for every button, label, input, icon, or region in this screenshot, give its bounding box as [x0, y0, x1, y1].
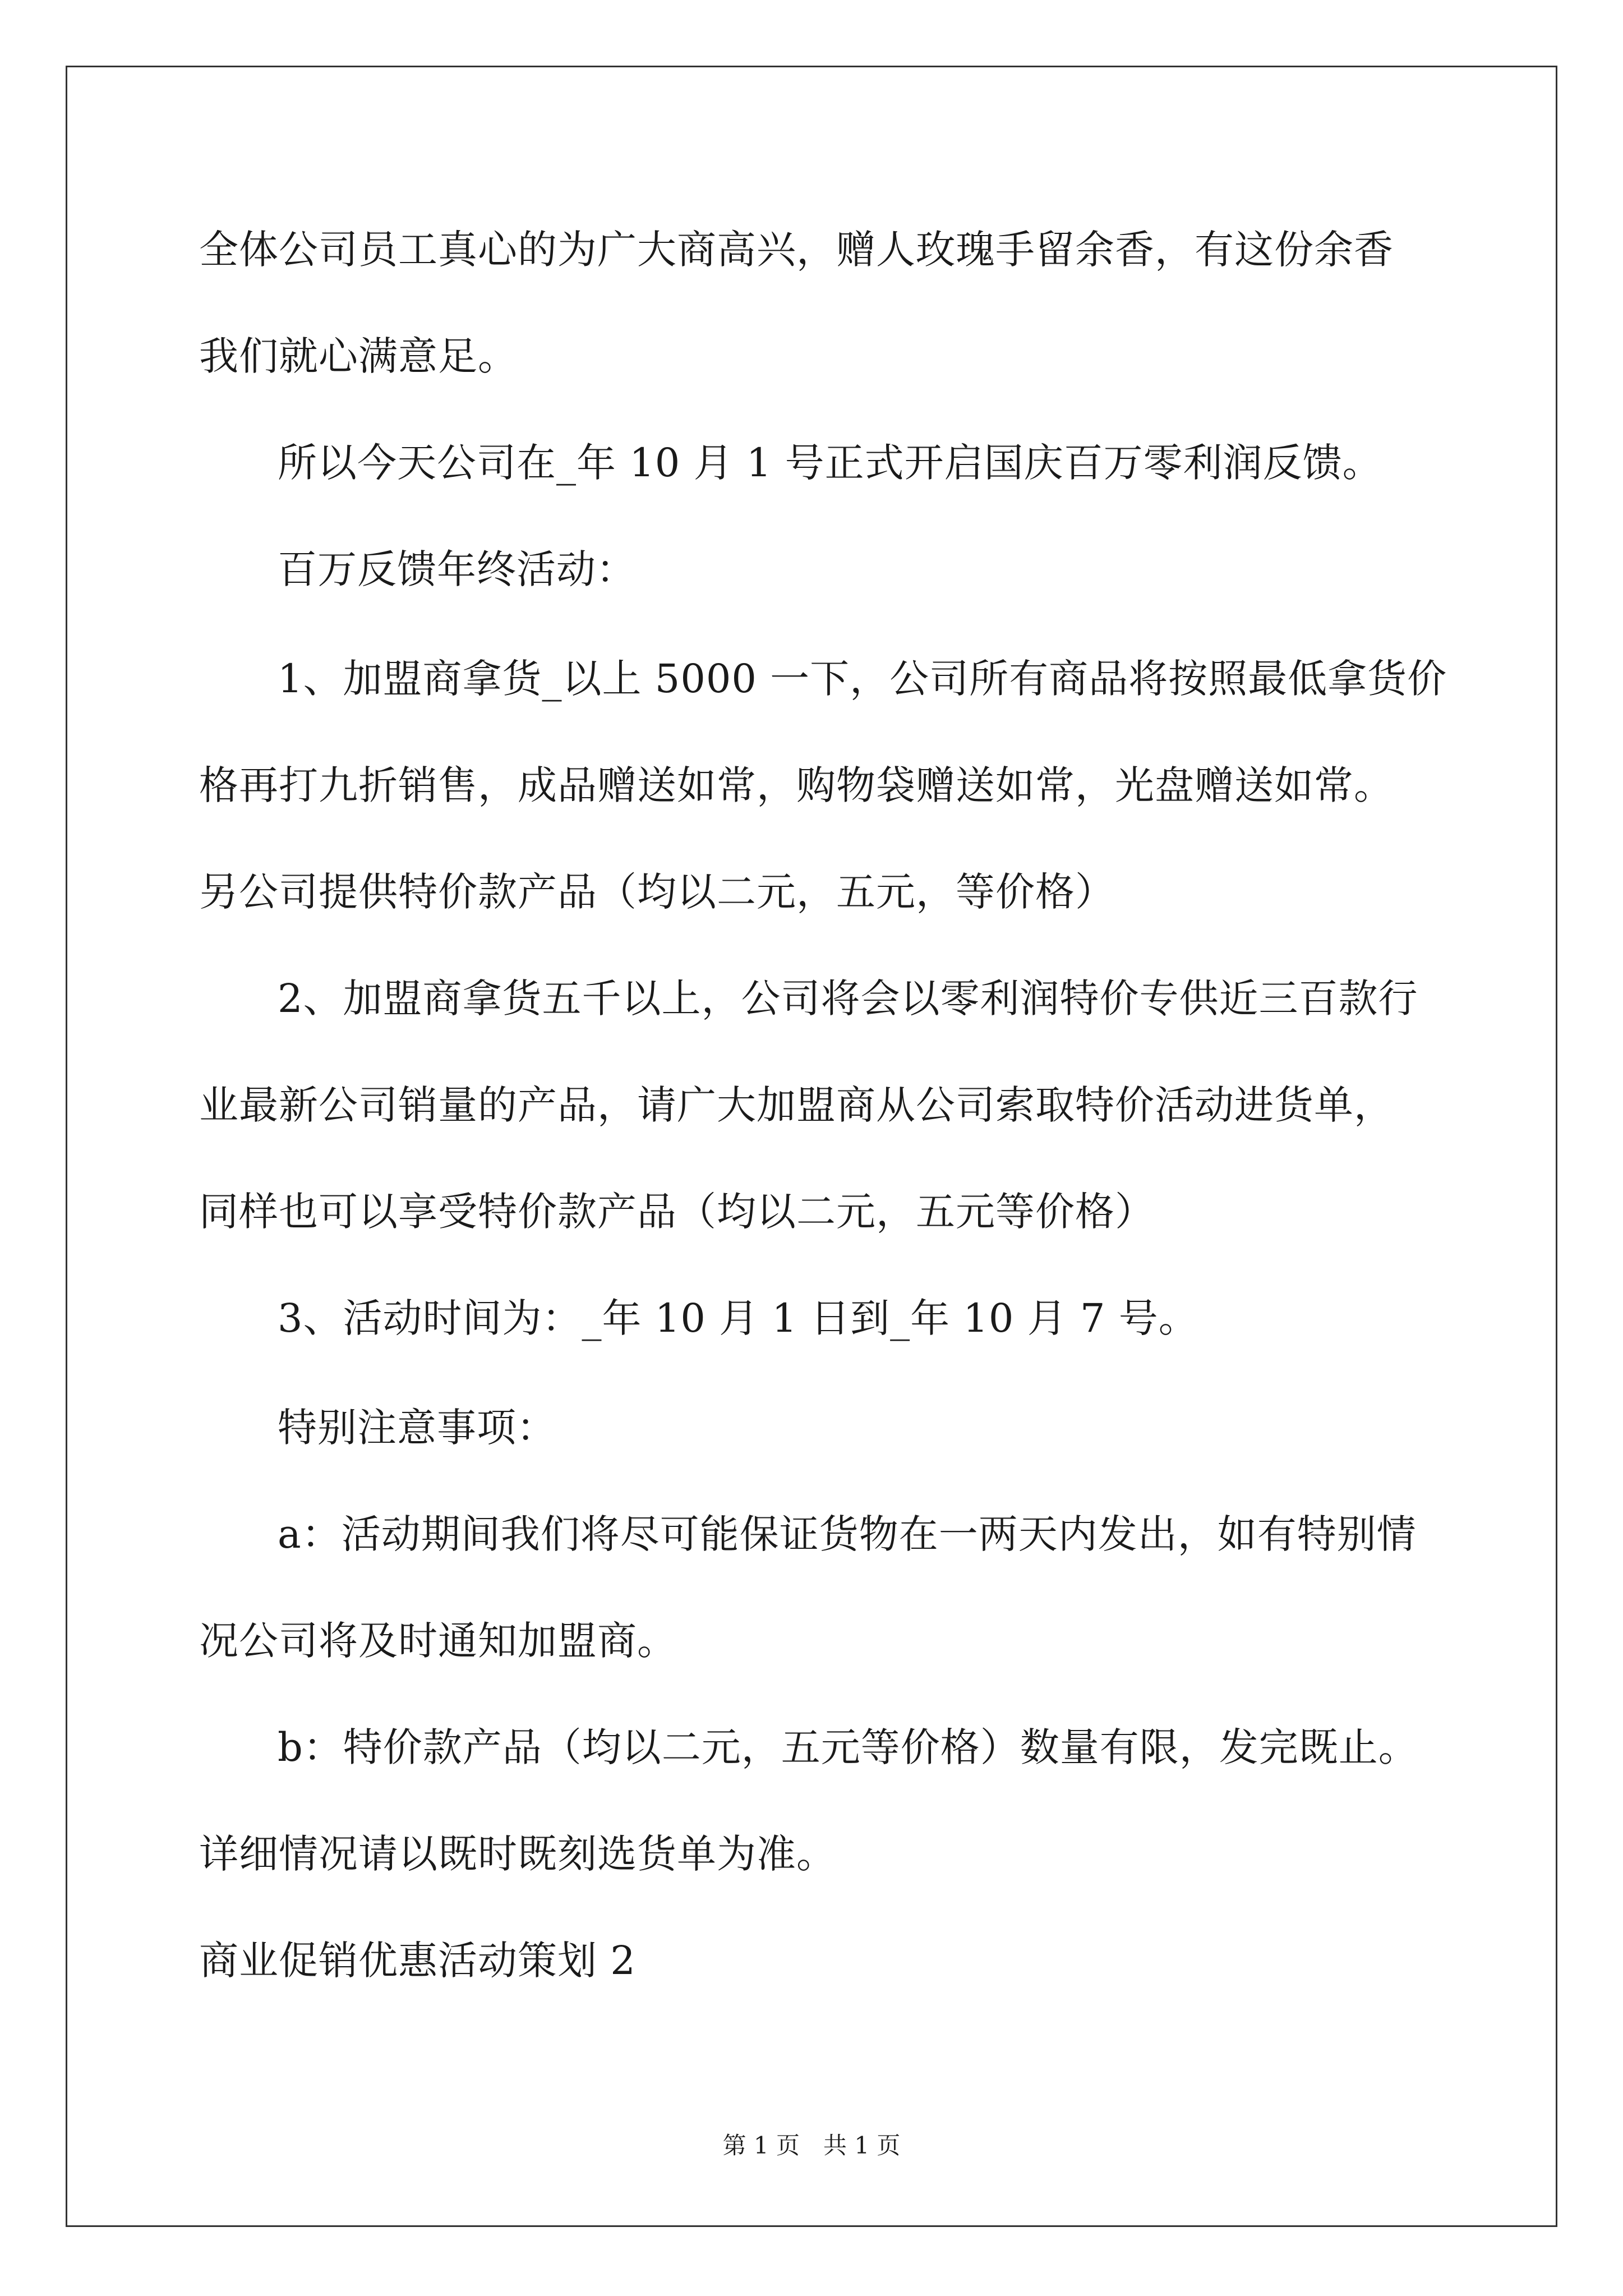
text-line-13: a：活动期间我们将尽可能保证货物在一两天内发出，如有特别情 [278, 1511, 1417, 1557]
text-line-2: 我们就心满意足。 [199, 333, 518, 379]
text-line-10: 同样也可以享受特价款产品（均以二元，五元等价格） [199, 1189, 1155, 1235]
text-line-3: 所以今天公司在_年 10 月 1 号正式开启国庆百万零利润反馈。 [278, 440, 1382, 486]
text-line-4: 百万反馈年终活动： [278, 546, 636, 592]
text-line-16: 详细情况请以既时既刻选货单为准。 [199, 1831, 836, 1877]
section-heading: 商业促销优惠活动策划 2 [199, 1938, 636, 1984]
text-line-11: 3、活动时间为：_年 10 月 1 日到_年 10 月 7 号。 [278, 1295, 1198, 1341]
text-line-1: 全体公司员工真心的为广大商高兴，赠人玫瑰手留余香，有这份余香 [199, 227, 1394, 273]
text-line-7: 另公司提供特价款产品（均以二元，五元，等价格） [199, 869, 1115, 915]
text-line-8: 2、加盟商拿货五千以上，公司将会以零利润特价专供近三百款行 [278, 976, 1418, 1022]
page-border [66, 66, 1557, 2227]
text-line-9: 业最新公司销量的产品，请广大加盟商从公司索取特价活动进货单， [199, 1082, 1394, 1128]
page-footer: 第 1 页 共 1 页 [722, 2132, 901, 2159]
text-line-6: 格再打九折销售，成品赠送如常，购物袋赠送如常，光盘赠送如常。 [199, 762, 1394, 808]
text-line-15: b：特价款产品（均以二元，五元等价格）数量有限，发完既止。 [278, 1724, 1418, 1770]
text-line-12: 特别注意事项： [278, 1405, 556, 1451]
text-line-5: 1、加盟商拿货_以上 5000 一下，公司所有商品将按照最低拿货价 [278, 656, 1447, 702]
text-line-14: 况公司将及时通知加盟商。 [199, 1618, 677, 1664]
